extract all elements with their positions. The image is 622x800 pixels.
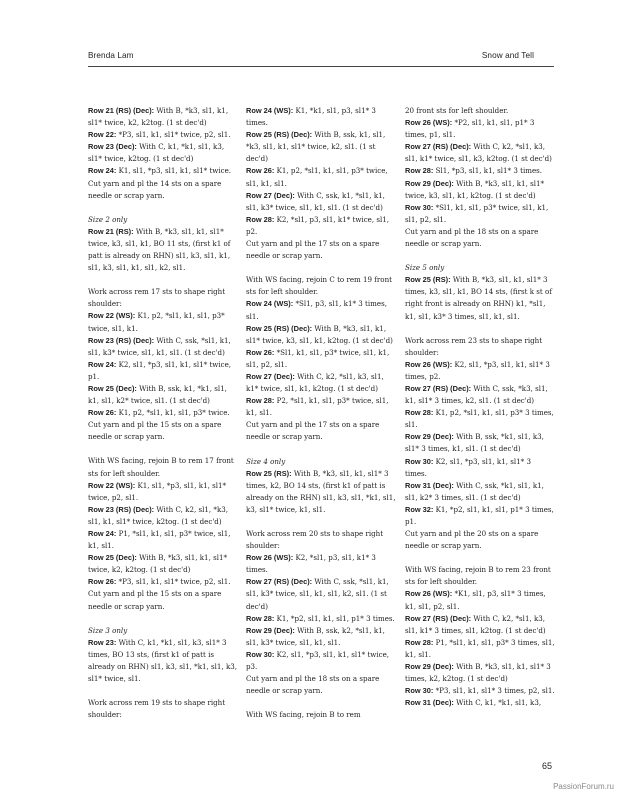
row-instruction: *P2, sl1, k1, sl1, p1* 3 times, p1, sl1.: [405, 118, 535, 140]
paragraph-gap: [88, 443, 238, 455]
row-instruction: K1, p2, *sl1, k1, sl1, p3* twice. Cut yarn and pl the 15 sts on a spare needle or scrap yarn.: [88, 408, 230, 442]
pattern-row: [88, 480, 238, 504]
row-instruction: *P3, sl1, k1, sl1* twice, p2, sl1. Cut yarn and pl the 15 sts on a spare needle or scrap yarn.: [88, 577, 231, 611]
instruction-paragraph: 20 front sts for left shoulder.: [405, 106, 509, 115]
paragraph-gap: [405, 552, 555, 564]
row-label: Row 25 (RS):: [405, 275, 451, 285]
row-label: Row 21 (RS) (Dec):: [88, 106, 155, 115]
pattern-row: [405, 178, 555, 202]
instruction-paragraph: Cut yarn and pl the 18 sts on a spare needle or scrap yarn.: [405, 226, 539, 249]
instruction-paragraph: Cut yarn and pl the 17 sts on a spare needle or scrap yarn.: [246, 239, 380, 261]
row-instruction: With C, k2, *sl1, k3, sl1, k1* 3 times, sl1, k2tog. (1 st dec'd): [405, 613, 546, 635]
paragraph-gap: [246, 516, 396, 528]
pattern-row: [246, 323, 396, 347]
pattern-row: [88, 310, 238, 334]
row-label: Row 23 (RS) (Dec):: [88, 504, 155, 514]
pattern-row: [405, 637, 555, 661]
pattern-row: [88, 226, 238, 274]
row-label: Row 26:: [88, 408, 117, 418]
row-instruction: With B, ssk, k2, *sl1, k1, sl1, k3* twice, sl1, k1, sl1.: [246, 625, 385, 647]
row-label: Row 23 (RS) (Dec):: [88, 335, 155, 345]
size-subheading: Size 2 only: [88, 214, 128, 224]
row-instruction: With B, ssk, k1, *k1, sl1, k1, sl1, k2* twice, sl1. (1 st dec'd): [88, 383, 227, 406]
row-label: Row 24:: [88, 166, 117, 176]
page-number: 65: [541, 761, 552, 771]
row-instruction: K2, sl1, *p3, sl1, k1, sl1* 3 times, p2.: [405, 359, 550, 381]
row-instruction: With C, k2, *sl1, k3, sl1, k1* twice, sl1, k3, k2tog. (1 st dec'd): [405, 142, 552, 164]
row-instruction: With C, k2, sl1, *k3, sl1, k1, sl1* twice, k2tog. (1 st dec'd): [88, 504, 229, 526]
instruction-paragraph: With WS facing, rejoin B to rem 23 front sts for left shoulder.: [405, 565, 551, 587]
running-header-author: Brenda Lam: [88, 51, 134, 60]
row-label: Row 25 (RS) (Dec):: [246, 130, 313, 140]
row-label: Row 32:: [405, 504, 434, 514]
running-header-title: Snow and Tell: [481, 51, 534, 60]
row-instruction: *P3, sl1, k1, sl1* 3 times, p2, sl1.: [433, 686, 555, 696]
row-instruction: With C, k1, *k1, sl1, k3, sl1* 3 times, BO 13 sts, (first k1 of patt is already on RHN) sl1, k3, sl1, *k1, sl1, k3, sl1* twice, sl1.: [88, 637, 238, 684]
pattern-row: [88, 528, 238, 552]
pattern-row: [88, 165, 238, 201]
pattern-row: [246, 298, 396, 322]
row-label: Row 25 (Dec):: [88, 553, 137, 563]
row-label: Row 28:: [405, 637, 434, 647]
size-subheading: Size 5 only: [405, 263, 445, 273]
row-label: Row 27 (RS) (Dec):: [405, 383, 472, 393]
row-instruction: *P3, sl1, k1, sl1* twice, p2, sl1.: [116, 130, 231, 140]
row-instruction: With C, ssk, *k1, sl1, k1, sl1, k2* 3 times, sl1. (1 st dec'd): [405, 480, 544, 502]
size-subheading: Size 4 only: [246, 456, 286, 466]
pattern-row: [88, 637, 238, 685]
pattern-row: [405, 588, 555, 612]
pattern-row: [405, 202, 555, 226]
row-instruction: With B, *k3, sl1, k1, sl1* twice, k2, k2tog. (1 st dec'd): [88, 106, 229, 128]
row-instruction: K2, *sl1, p3, sl1, k1* 3 times.: [246, 553, 376, 575]
row-label: Row 21 (RS):: [88, 226, 134, 236]
paragraph-gap: [246, 444, 396, 456]
row-instruction: P1, *sl1, k1, sl1, p3* 3 times, sl1, k1, sl1.: [405, 637, 555, 659]
paragraph-gap: [88, 202, 238, 214]
row-instruction: With B, *k3, sl1, k1, sl1* 3 times, k2, BO 14 sts, (first k1 of patt is already on the RHN) sl1, k3, sl1, *k1, sl1, k3, sl1* twice, k1, sl1.: [246, 468, 396, 514]
row-instruction: K1, p2, *sl1, k1, sl1, p3* twice, sl1, k1.: [88, 311, 225, 333]
row-instruction: With B, *k3, sl1, k1, sl1* twice, k3, sl1, k1, k2tog. (1 st dec'd): [246, 323, 393, 345]
row-label: Row 23:: [88, 637, 117, 647]
row-instruction: *K1, sl1, p3, sl1* 3 times, k1, sl1, p2, sl1.: [405, 589, 546, 611]
row-instruction: With B, *k3, sl1, k1, sl1* twice, k2, k2tog. (1 st dec'd): [88, 553, 228, 575]
paragraph-gap: [88, 274, 238, 286]
pattern-row: [405, 480, 555, 504]
pattern-row: [246, 165, 396, 189]
text-column-2: [246, 105, 396, 721]
pattern-row: [88, 105, 238, 129]
pattern-row: [246, 347, 396, 371]
row-label: Row 25 (RS) (Dec):: [246, 323, 313, 333]
pattern-row: [246, 625, 396, 649]
row-label: Row 27 (Dec):: [246, 190, 295, 200]
row-label: Row 31 (Dec):: [405, 480, 454, 490]
pattern-row: [88, 552, 238, 576]
pattern-row: [405, 117, 555, 141]
pattern-row: [88, 335, 238, 359]
pattern-row: [88, 129, 238, 141]
row-instruction: K1, sl1, *p3, sl1, k1, sl1* twice, p2, sl1.: [88, 480, 227, 502]
instruction-paragraph: With WS facing, rejoin B to rem: [246, 710, 361, 720]
paragraph-gap: [88, 613, 238, 625]
row-label: Row 24:: [88, 359, 117, 369]
row-instruction: With C, ssk, k1, *sl1, k1, sl1, k3* twice, sl1, k1, sl1. (1 st dec'd): [246, 190, 385, 212]
pattern-row: [405, 456, 555, 480]
row-label: Row 27 (Dec):: [246, 371, 295, 381]
row-label: Row 24 (WS):: [246, 299, 294, 309]
pattern-row: [405, 274, 555, 322]
paragraph-gap: [405, 323, 555, 335]
row-label: Row 25 (RS):: [246, 468, 292, 478]
paragraph-gap: [405, 250, 555, 262]
row-instruction: K1, sl1, *p3, sl1, k1, sl1* twice. Cut yarn and pl the 14 sts on a spare needle or scrap yarn.: [88, 166, 232, 200]
text-column-3: [405, 105, 555, 709]
row-instruction: Sl1, *p3, sl1, k1, sl1* 3 times.: [433, 166, 543, 176]
instruction-paragraph: Work across rem 19 sts to shape right shoulder:: [88, 698, 226, 720]
instruction-paragraph: Work across rem 23 sts to shape right shoulder:: [405, 335, 543, 357]
row-instruction: With B, ssk, *k1, sl1, k3, sl1* 3 times, k1, sl1. (1 st dec'd): [405, 432, 544, 454]
watermark: PassionForum.ru: [553, 782, 614, 791]
row-label: Row 30:: [405, 686, 434, 696]
row-label: Row 30:: [246, 649, 275, 659]
pattern-row: [246, 468, 396, 516]
row-label: Row 28:: [405, 166, 434, 176]
row-instruction: *Sl1, k1, sl1, p3* twice, sl1, k1, sl1, p2, sl1.: [246, 347, 390, 369]
pattern-row: [246, 371, 396, 395]
pattern-row: [88, 141, 238, 165]
instruction-paragraph: Work across rem 17 sts to shape right shoulder:: [88, 287, 226, 309]
pattern-row: [246, 613, 396, 625]
row-label: Row 26 (WS):: [405, 359, 453, 369]
row-instruction: With C, ssk, *sl1, k1, sl1, k3* twice, sl1, k1, sl1, k2, sl1. (1 st dec'd): [246, 577, 389, 611]
instruction-paragraph: Cut yarn and pl the 20 sts on a spare needle or scrap yarn.: [405, 529, 539, 551]
pattern-row: [88, 359, 238, 383]
row-label: Row 25 (Dec):: [88, 383, 137, 393]
row-label: Row 29 (Dec):: [405, 178, 454, 188]
row-label: Row 26 (WS):: [405, 589, 453, 599]
row-label: Row 29 (Dec):: [246, 625, 295, 635]
row-instruction: *Sl1, p3, sl1, k1* 3 times, sl1.: [246, 299, 387, 321]
pattern-row: [405, 661, 555, 685]
row-label: Row 26:: [246, 347, 275, 357]
pattern-row: [246, 576, 396, 612]
paragraph-gap: [88, 685, 238, 697]
pattern-row: [405, 685, 555, 697]
row-instruction: With B, *k3, sl1, k1, sl1* 3 times, k3, sl1, k1, BO 14 sts, (first k st of right front is already on RHN) k1, *sl1, k1, sl1, k3* 3 times, sl1, k1, sl1.: [405, 275, 552, 321]
row-instruction: K1, p2, *sl1, k1, sl1, p3* 3 times, sl1.: [405, 408, 554, 430]
pattern-row: [405, 359, 555, 383]
row-instruction: K2, sl1, *p3, sl1, k1, sl1* twice, p3.: [246, 649, 390, 672]
pattern-row: [405, 407, 555, 431]
row-instruction: With B, ssk, k1, sl1, *k3, sl1, k1, sl1* twice, k2, sl1. (1 st dec'd): [246, 130, 386, 164]
row-label: Row 28:: [405, 408, 434, 418]
row-label: Row 23 (Dec):: [88, 142, 137, 152]
pattern-row: [88, 576, 238, 612]
row-label: Row 27 (RS) (Dec):: [246, 577, 313, 587]
row-label: Row 22 (WS):: [88, 311, 136, 321]
row-label: Row 26:: [246, 166, 275, 176]
row-instruction: K1, *p2, sl1, k1, sl1, p1* 3 times, p1.: [405, 504, 554, 526]
pattern-row: [88, 383, 238, 407]
row-label: Row 22:: [88, 130, 117, 140]
row-instruction: K1, p2, *sl1, k1, sl1, p3* twice, sl1, k1, sl1.: [246, 166, 388, 188]
header-divider: [88, 66, 554, 67]
row-instruction: With C, ssk, *sl1, k1, sl1, k3* twice, sl1, k1, sl1. (1 st dec'd): [88, 335, 231, 357]
row-label: Row 24:: [88, 529, 117, 538]
paragraph-gap: [246, 697, 396, 709]
pattern-row: [405, 697, 555, 709]
row-label: Row 26 (WS):: [246, 553, 294, 563]
row-instruction: With B, *k3, sl1, k1, sl1* twice, k3, sl1, k1, BO 11 sts, (first k1 of patt is already on RHN) sl1, k3, sl1, k1, sl1, k3, sl1, k1, sl1, k2, sl1.: [88, 226, 231, 273]
row-instruction: With C, k1, *k1, sl1, k3, sl1* twice, k2tog. (1 st dec'd): [88, 142, 225, 164]
row-instruction: K1, *k1, sl1, p3, sl1* 3 times.: [246, 106, 376, 128]
row-instruction: K2, sl1, *p3, sl1, k1, sl1* twice, p1.: [88, 359, 232, 381]
pattern-row: [88, 407, 238, 443]
paragraph-gap: [246, 262, 396, 274]
instruction-paragraph: Work across rem 20 sts to shape right shoulder:: [246, 529, 384, 551]
row-label: Row 26 (WS):: [405, 118, 453, 128]
pattern-row: [405, 504, 555, 528]
row-label: Row 29 (Dec):: [405, 662, 454, 672]
pattern-row: [246, 649, 396, 673]
row-instruction: K2, sl1, *p3, sl1, k1, sl1* 3 times.: [405, 456, 531, 478]
pattern-row: [246, 129, 396, 165]
pattern-row: [246, 105, 396, 129]
pattern-row: [405, 141, 555, 165]
row-label: Row 29 (Dec):: [405, 432, 454, 442]
pattern-row: [405, 613, 555, 637]
row-label: Row 30:: [405, 456, 434, 466]
row-instruction: With C, k1, *k1, sl1, k3,: [453, 698, 542, 708]
row-label: Row 28:: [246, 214, 275, 224]
pattern-row: [246, 552, 396, 576]
row-instruction: With B, *k3, sl1, k1, sl1* 3 times, k2, k2tog. (1 st dec'd): [405, 662, 551, 684]
row-instruction: K2, *sl1, p3, sl1, k1* twice, sl1, p2.: [246, 214, 390, 236]
size-subheading: Size 3 only: [88, 625, 128, 635]
pattern-row: [405, 165, 555, 177]
instruction-paragraph: With WS facing, rejoin C to rem 19 front sts for left shoulder.: [246, 275, 393, 297]
pattern-row: [246, 395, 396, 419]
row-label: Row 22 (WS):: [88, 480, 136, 490]
row-label: Row 27 (RS) (Dec):: [405, 142, 472, 152]
row-label: Row 28:: [246, 396, 275, 406]
instruction-paragraph: Cut yarn and pl the 18 sts on a spare needle or scrap yarn.: [246, 674, 380, 696]
row-instruction: With C, k2, *sl1, k3, sl1, k1* twice, sl1, k1, k2tog. (1 st dec'd): [246, 371, 384, 394]
pattern-row: [405, 431, 555, 455]
row-label: Row 31 (Dec):: [405, 698, 454, 708]
row-instruction: With B, *k3, sl1, k1, sl1* twice, k3, sl1, k1, k2tog. (1 st dec'd): [405, 178, 545, 200]
row-label: Row 26:: [88, 577, 117, 587]
row-label: Row 24 (WS):: [246, 106, 294, 115]
row-label: Row 28:: [246, 613, 275, 623]
row-label: Row 30:: [405, 202, 434, 212]
row-instruction: K1, *p2, sl1, k1, sl1, p1* 3 times.: [274, 613, 395, 623]
instruction-paragraph: With WS facing, rejoin B to rem 17 front sts for left shoulder.: [88, 456, 234, 478]
pattern-row: [405, 383, 555, 407]
pattern-row: [246, 214, 396, 238]
row-instruction: P2, *sl1, k1, sl1, p3* twice, sl1, k1, sl1.: [246, 396, 389, 418]
pattern-row: [246, 190, 396, 214]
pattern-row: [88, 504, 238, 528]
row-instruction: With C, ssk, *k3, sl1, k1, sl1* 3 times, k2, sl1. (1 st dec'd): [405, 383, 548, 406]
row-instruction: *Sl1, k1, sl1, p3* twice, sl1, k1, sl1, p2, sl1.: [405, 202, 549, 224]
instruction-paragraph: Cut yarn and pl the 17 sts on a spare needle or scrap yarn.: [246, 420, 380, 442]
row-label: Row 27 (RS) (Dec):: [405, 613, 472, 623]
text-column-1: [88, 105, 238, 721]
row-instruction: P1, *sl1, k1, sl1, p3* twice, sl1, k1, sl1.: [88, 529, 231, 551]
